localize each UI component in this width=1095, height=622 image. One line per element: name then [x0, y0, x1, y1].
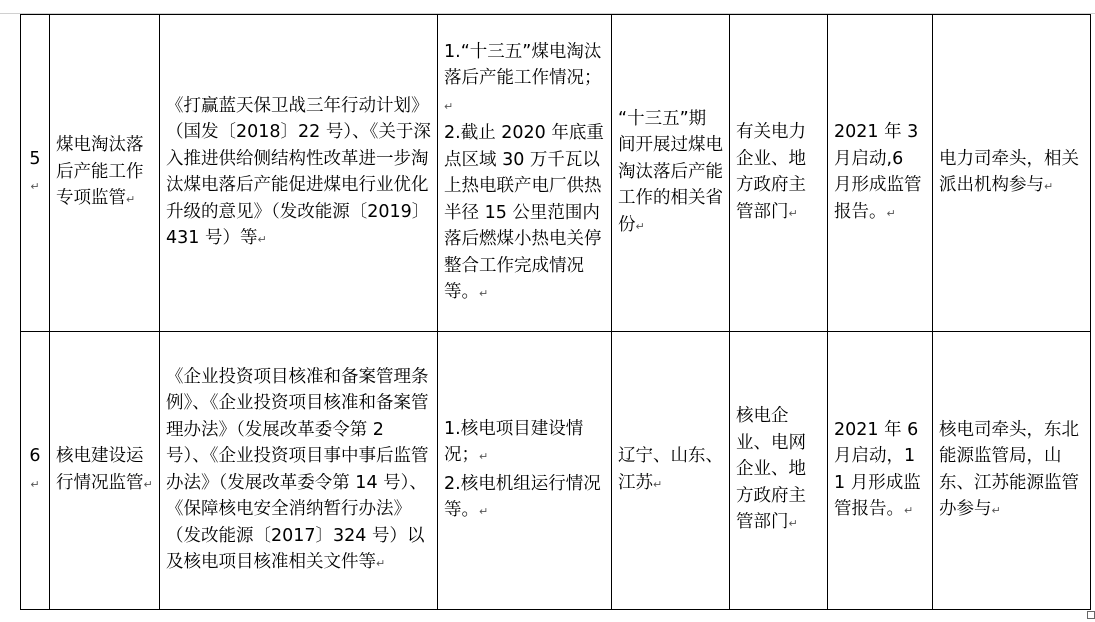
targets-cell [730, 15, 828, 332]
paragraph-mark: ↵ [126, 193, 136, 207]
targets-cell [730, 332, 828, 610]
paragraph-mark: ↵ [376, 557, 386, 570]
row-number: 5 [29, 148, 41, 169]
item-name: 煤电淘汰落后产能工作专项监管 [56, 135, 144, 209]
targets-text: 有关电力企业、地方政府主管部门 [736, 122, 806, 222]
table-resize-handle[interactable] [1087, 611, 1095, 619]
item-name: 核电建设运行情况监管 [56, 446, 144, 493]
table-row [21, 332, 1091, 610]
paragraph-mark: ↵ [635, 219, 645, 233]
paragraph-mark: ↵ [257, 233, 267, 246]
content-item-1 [444, 416, 605, 471]
basis-text: 《打赢蓝天保卫战三年行动计划》（国发〔2018〕22 号）、《关于深入推进供给侧结构性改革进一步淘汰煤电落后产能促进煤电行业优化升级的意见》（发改能源〔2019〕431 号）等 [166, 95, 431, 248]
paragraph-mark: ↵ [991, 504, 1001, 517]
paragraph-mark: ↵ [143, 477, 153, 491]
paragraph-mark: ↵ [788, 517, 798, 531]
lead-cell [933, 15, 1091, 332]
lead-text: 核电司牵头，东北能源监管局，山东、江苏能源监管办参与 [939, 419, 1079, 519]
lead-text: 电力司牵头，相关派出机构参与 [939, 148, 1079, 195]
content-item-1 [444, 39, 605, 121]
lead-cell [933, 332, 1091, 610]
scope-text: 辽宁、山东、江苏 [618, 446, 723, 493]
row-number-cell [21, 332, 50, 610]
content-item-text: 2.截止 2020 年底重点区域 30 万千瓦以上热电联产电厂供热半径 15 公里范围内落后燃煤小热电关停整合工作完成情况等。 [444, 123, 604, 302]
basis-cell [160, 15, 438, 332]
content-cell [438, 332, 612, 610]
content-item-2 [444, 471, 605, 526]
paragraph-mark: ↵ [904, 504, 914, 517]
table-row [21, 15, 1091, 332]
targets-text: 核电企业、电网企业、地方政府主管部门 [736, 406, 806, 533]
paragraph-mark: ↵ [653, 477, 663, 491]
supervision-table [20, 14, 1091, 610]
content-item-text: 1.核电项目建设情况； [444, 418, 584, 465]
scope-cell [612, 332, 730, 610]
content-item-text: 1.“十三五”煤电淘汰落后产能工作情况； [444, 41, 602, 88]
item-name-cell [50, 15, 160, 332]
item-name-cell [50, 332, 160, 610]
paragraph-mark: ↵ [1044, 180, 1054, 193]
schedule-cell [828, 15, 933, 332]
row-number-cell [21, 15, 50, 332]
paragraph-mark: ↵ [788, 206, 798, 220]
content-item-2 [444, 120, 605, 308]
paragraph-mark: ↵ [479, 287, 489, 300]
content-cell [438, 15, 612, 332]
schedule-text: 2021 年 6 月启动，11 月形成监管报告。 [834, 419, 921, 519]
schedule-cell [828, 332, 933, 610]
paragraph-mark: ↵ [30, 180, 40, 193]
paragraph-mark: ↵ [444, 99, 454, 113]
row-number: 6 [29, 446, 41, 466]
content-item-text: 2.核电机组运行情况等。 [444, 473, 601, 520]
basis-cell [160, 332, 438, 610]
scope-cell [612, 15, 730, 332]
basis-text: 《企业投资项目核准和备案管理条例》、《企业投资项目核准和备案管理办法》（发展改革委令第 2 号）、《企业投资项目事中事后监管办法》（发展改革委令第 14 号）、《保障核电安全消纳暂行办法》（发改能源〔2017〕324 号）以及核电项目核准相关文件等 [166, 366, 429, 572]
paragraph-mark: ↵ [30, 477, 40, 491]
schedule-text: 2021 年 3 月启动,6 月形成监管报告。 [834, 122, 922, 222]
paragraph-mark: ↵ [886, 206, 896, 220]
scope-text: “十三五”期间开展过煤电淘汰落后产能工作的相关省份 [618, 108, 723, 235]
paragraph-mark: ↵ [479, 450, 489, 463]
paragraph-mark: ↵ [479, 505, 489, 518]
